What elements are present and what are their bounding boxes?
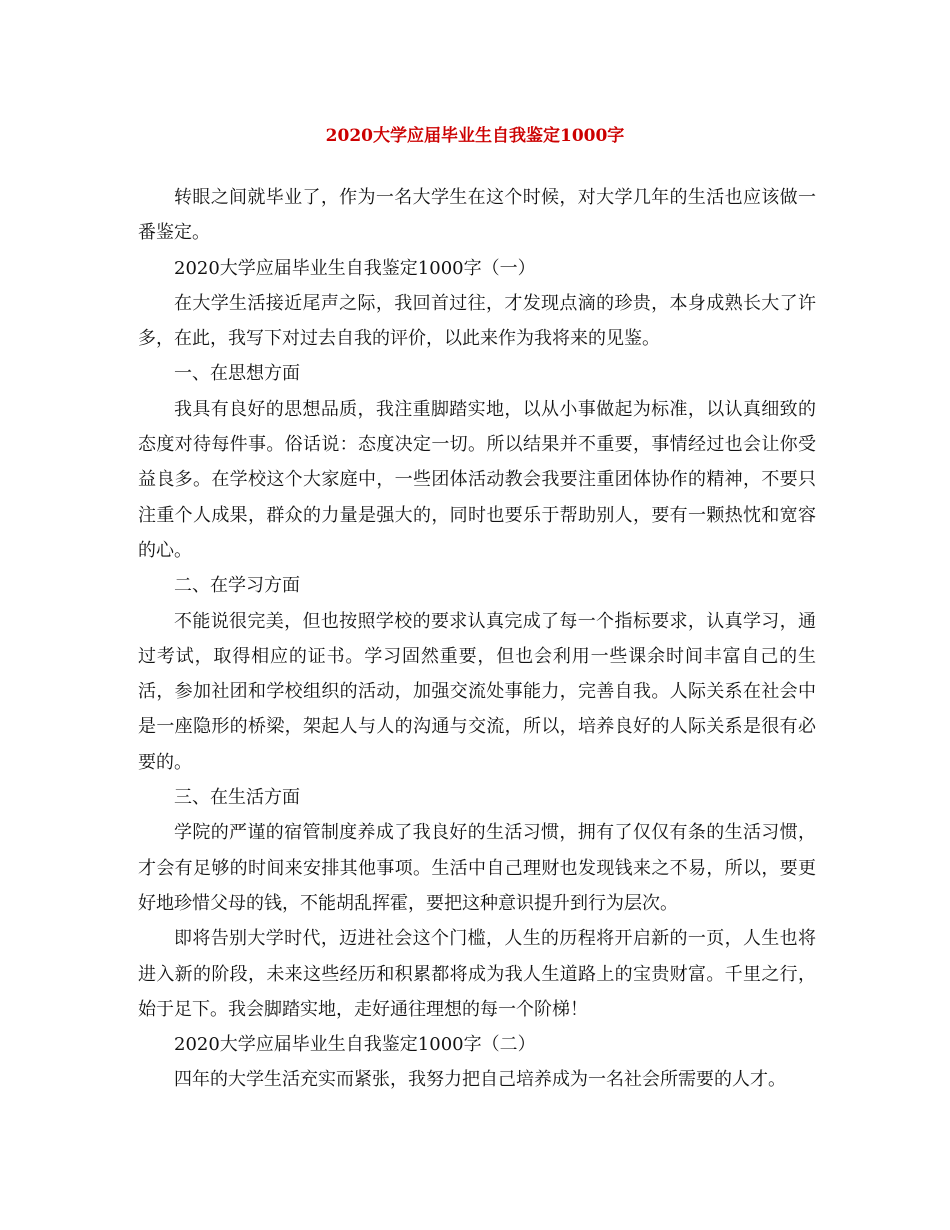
document-title: 2020大学应届毕业生自我鉴定1000字 (325, 126, 625, 146)
paragraph: 在大学生活接近尾声之际，我回首过往，才发现点滴的珍贵，本身成熟长大了许多，在此，我写下对过去自我的评价，以此来作为我将来的见鉴。 (138, 292, 816, 350)
paragraph: 学院的严谨的宿管制度养成了我良好的生活习惯，拥有了仅仅有条的生活习惯，才会有足够的时间来安排其他事项。生活中自己理财也发现钱来之不易，所以，要更好地珍惜父母的钱，不能胡乱挥霍，要把这种意识提升到行为层次。 (138, 822, 816, 914)
paragraph: 即将告别大学时代，迈进社会这个门槛，人生的历程将开启新的一页，人生也将进入新的阶段，未来这些经历和积累都将成为我人生道路上的宝贵财富。千里之行，始于足下。我会脚踏实地，走好通往理想的每一个阶梯！ (138, 928, 816, 1020)
document-body (138, 180, 816, 1098)
intro-paragraph: 转眼之间就毕业了，作为一名大学生在这个时候，对大学几年的生活也应该做一番鉴定。 (138, 187, 816, 244)
section-title-part-two: 2020大学应届毕业生自我鉴定1000字（二） (174, 1034, 536, 1056)
paragraph: 四年的大学生活充实而紧张，我努力把自己培养成为一名社会所需要的人才。 (174, 1069, 786, 1091)
paragraph: 不能说很完美，但也按照学校的要求认真完成了每一个指标要求，认真学习，通过考试，取得相应的证书。学习固然重要，但也会利用一些课余时间丰富自己的生活，参加社团和学校组织的活动，加强交流处事能力，完善自我。人际关系在社会中是一座隐形的桥梁，架起人与人的沟通与交流，所以，培养良好的人际关系是很有必要的。 (138, 610, 816, 773)
subheading-thought: 一、在思想方面 (174, 363, 300, 385)
subheading-study: 二、在学习方面 (174, 575, 300, 597)
section-title-part-one: 2020大学应届毕业生自我鉴定1000字（一） (174, 257, 536, 279)
paragraph: 我具有良好的思想品质，我注重脚踏实地，以从小事做起为标准，以认真细致的态度对待每件事。俗话说：态度决定一切。所以结果并不重要，事情经过也会让你受益良多。在学校这个大家庭中，一些团体活动教会我要注重团体协作的精神，不要只注重个人成果，群众的力量是强大的，同时也要乐于帮助别人，要有一颗热忱和宽容的心。 (138, 398, 816, 561)
subheading-life: 三、在生活方面 (174, 787, 300, 809)
